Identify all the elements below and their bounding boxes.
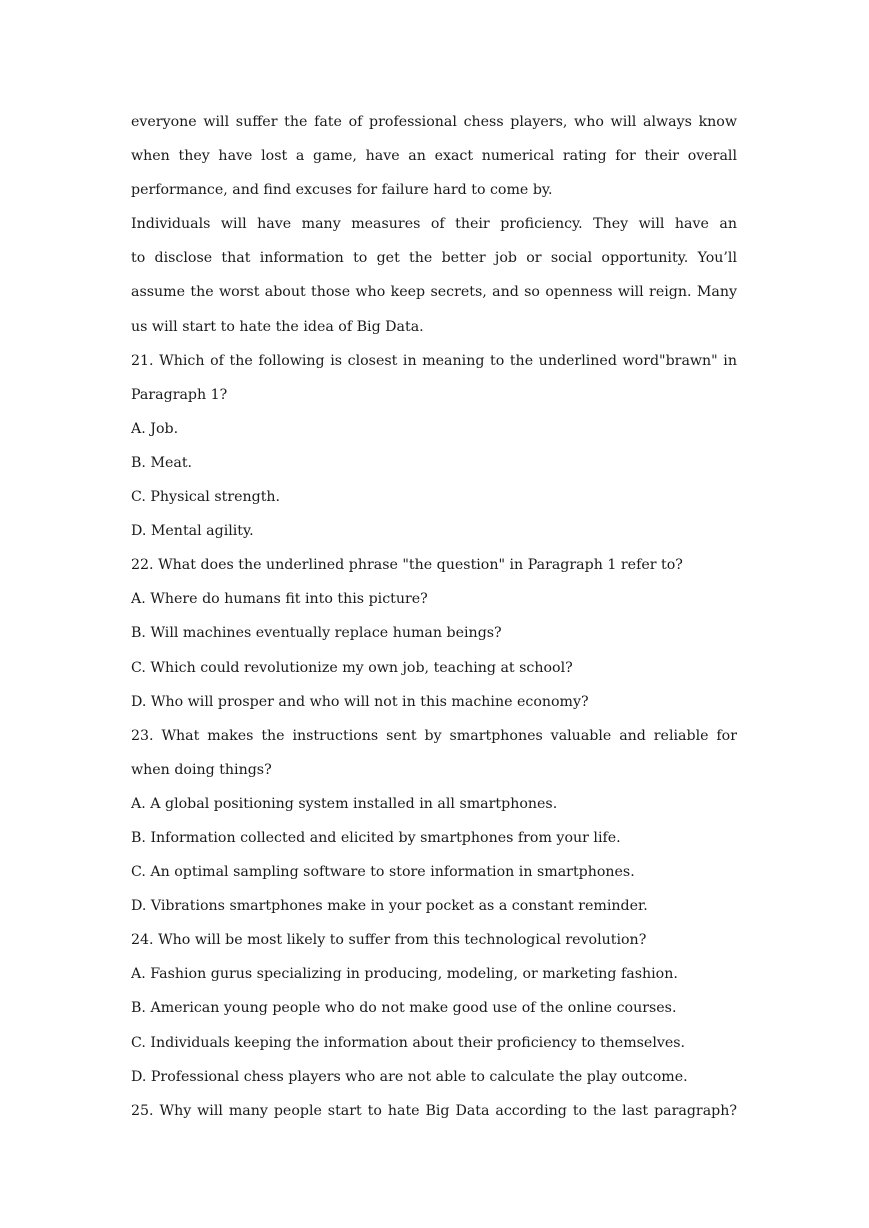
text-line: everyone will suffer the fate of professional chess players, who will always know xyxy=(131,114,737,130)
text-line: to disclose that information to get the better job or social opportunity. You’ll xyxy=(131,250,737,267)
text-line: Paragraph 1? xyxy=(131,386,228,403)
text-line: 22. What does the underlined phrase "the question" in Paragraph 1 refer to? xyxy=(131,557,683,574)
text-line: when doing things? xyxy=(131,761,272,778)
text-line: A. Job. xyxy=(131,420,179,437)
text-line: 21. Which of the following is closest in meaning to the underlined word"brawn" in xyxy=(131,352,737,369)
text-line: D. Who will prosper and who will not in this machine economy? xyxy=(131,693,589,710)
text-line: D. Professional chess players who are not able to calculate the play outcome. xyxy=(131,1068,688,1085)
text-line: A. A global positioning system installed in all smartphones. xyxy=(131,795,558,812)
text-line: performance, and find excuses for failure hard to come by. xyxy=(131,182,553,199)
text-line: Individuals will have many measures of their proficiency. They will have an xyxy=(131,216,737,233)
document-page xyxy=(131,105,737,1128)
text-line: C. An optimal sampling software to store information in smartphones. xyxy=(131,864,635,881)
text-line: C. Individuals keeping the information about their proficiency to themselves. xyxy=(131,1034,686,1051)
text-line: A. Fashion gurus specializing in producing, modeling, or marketing fashion. xyxy=(131,966,678,983)
text-line: assume the worst about those who keep secrets, and so openness will reign. Many xyxy=(131,284,737,301)
text-line: D. Vibrations smartphones make in your pocket as a constant reminder. xyxy=(131,898,648,915)
text-line: 24. Who will be most likely to suffer from this technological revolution? xyxy=(131,932,647,949)
text-line: when they have lost a game, have an exact numerical rating for their overall xyxy=(131,148,737,165)
text-line: D. Mental agility. xyxy=(131,523,254,540)
text-line: 23. What makes the instructions sent by smartphones valuable and reliable for xyxy=(131,727,737,744)
text-line: B. Meat. xyxy=(131,454,193,471)
text-line: B. American young people who do not make good use of the online courses. xyxy=(131,1000,677,1017)
text-line: 25. Why will many people start to hate Big Data according to the last paragraph? xyxy=(131,1102,737,1119)
text-line: us will start to hate the idea of Big Data. xyxy=(131,318,424,335)
text-line: B. Will machines eventually replace human beings? xyxy=(131,625,502,642)
text-line: C. Physical strength. xyxy=(131,489,281,506)
text-line: C. Which could revolutionize my own job, teaching at school? xyxy=(131,659,573,676)
text-line: A. Where do humans fit into this picture? xyxy=(131,591,428,608)
text-line: B. Information collected and elicited by smartphones from your life. xyxy=(131,829,621,846)
